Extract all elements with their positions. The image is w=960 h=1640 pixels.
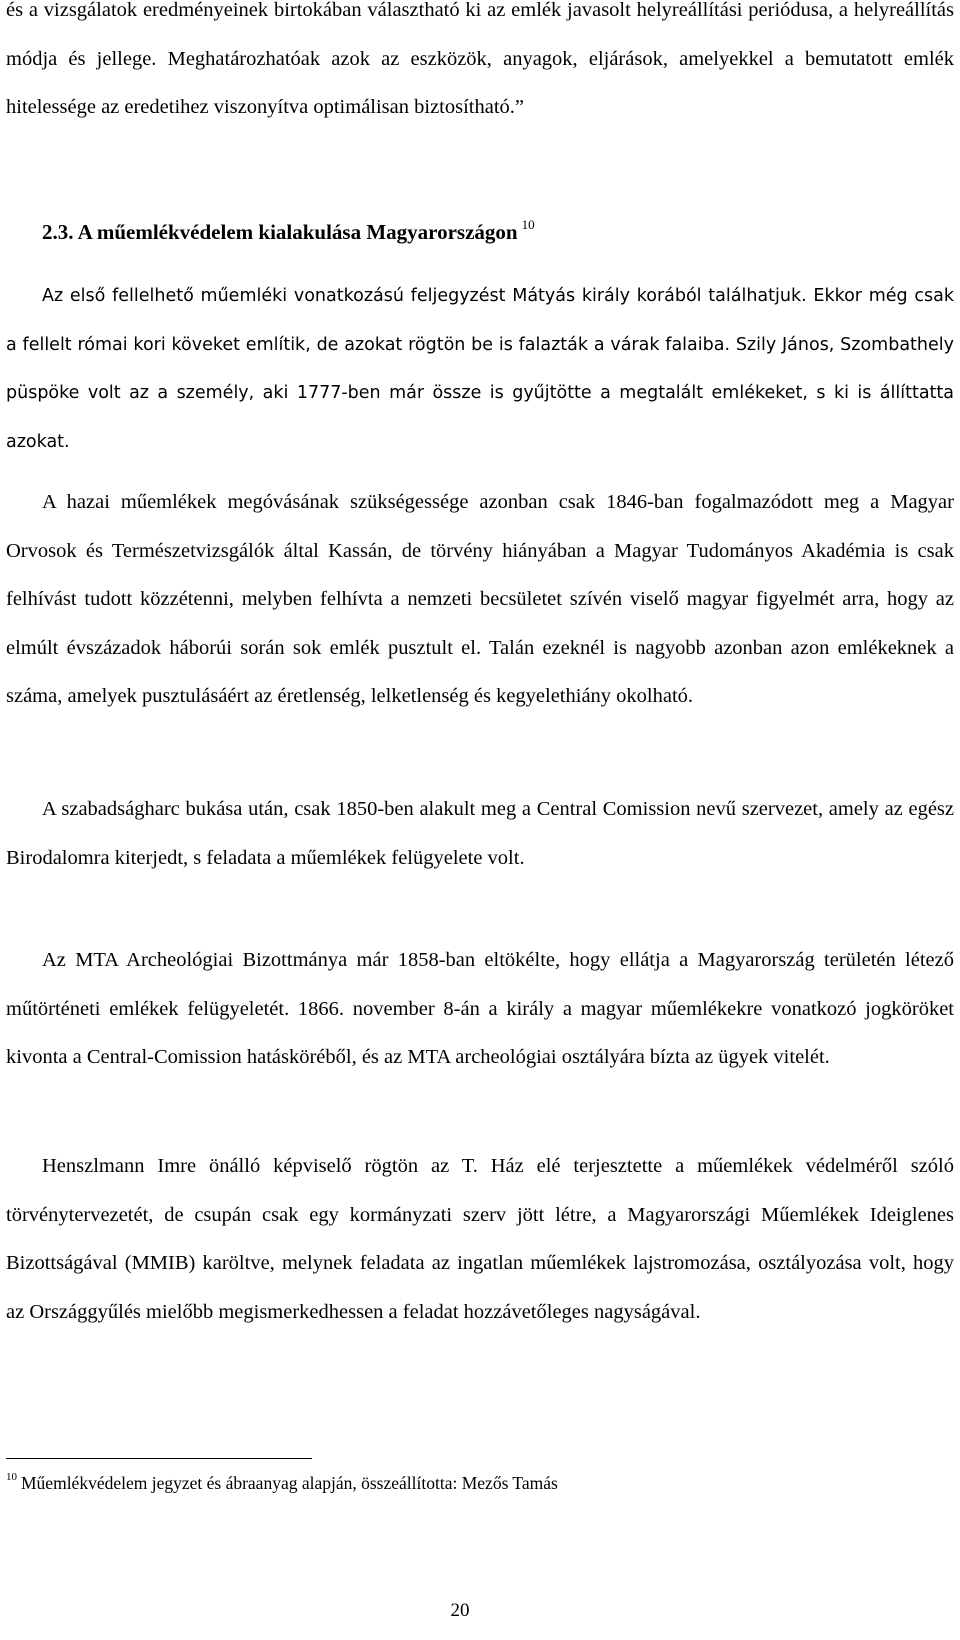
footnote-text: Műemlékvédelem jegyzet és ábraanyag alapján, összeállította: Mezős Tamás [21, 1473, 558, 1493]
footnote-divider [6, 1458, 312, 1459]
section-heading [42, 219, 535, 245]
paragraph-1846-appeal: A hazai műemlékek megóvásának szükségessége azonban csak 1846-ban fogalmazódott meg a Magyar Orvosok és Természetvizsgálók által Kassán, de törvény hiányában a Magyar Tudományos Akadémia is csak felhívást tudott közzétenni, melyben felhívta a nemzeti becsületet szívén viselő magyar figyelmét arra, hogy az elmúlt évszázadok háborúi során sok emlék pusztult el. Talán ezeknél is nagyobb azonban azon emlékeknek a száma, amelyek pusztulásáért az éretlenség, lelketlenség és kegyelethiány okolható. [6, 491, 954, 707]
paragraph-central-comission: A szabadságharc bukása után, csak 1850-ben alakult meg a Central Comission nevű szervezet, amely az egész Birodalomra kiterjedt, s feladata a műemlékek felügyelete volt. [6, 798, 954, 869]
heading-footnote-ref: 10 [521, 217, 535, 232]
section-heading-text: 2.3. A műemlékvédelem kialakulása Magyarországon [42, 220, 518, 244]
paragraph-first-record: Az első fellelhető műemléki vonatkozású feljegyzést Mátyás király korából találhatjuk. Ekkor még csak a fellelt római kori köveket említik, de azokat rögtön be is falazták a várak falaiba. Szily János, Szombathely püspöke volt az a személy, aki 1777-ben már össze is gyűjtötte a megtalált emlékeket, s ki is állíttatta azokat. [6, 286, 954, 452]
paragraph-mta-archeology: Az MTA Archeológiai Bizottmánya már 1858-ban eltökélte, hogy ellátja a Magyarország területén létező műtörténeti emlékek felügyeletét. 1866. november 8-án a király a magyar műemlékekre vonatkozó jogköröket kivonta a Central-Comission hatásköréből, és az MTA archeológiai osztályára bízta az ügyek vitelét. [6, 949, 954, 1068]
intro-paragraph: és a vizsgálatok eredményeinek birtokában választható ki az emlék javasolt helyreállítási periódusa, a helyreállítás módja és jellege. Meghatározhatóak azok az eszközök, anyagok, eljárások, amelyekkel a bemutatott emlék hitelessége az eredetihez viszonyítva optimálisan biztosítható.” [6, 0, 954, 118]
footnote-number: 10 [6, 1471, 17, 1484]
paragraph-henszlmann: Henszlmann Imre önálló képviselő rögtön az T. Ház elé terjesztette a műemlékek védelméről szóló törvénytervezetét, de csupán csak egy kormányzati szerv jött létre, a Magyarországi Műemlékek Ideiglenes Bizottságával (MMIB) karöltve, melynek feladata az ingatlan műemlékek lajstromozása, osztályozása volt, hogy az Országgyűlés mielőbb megismerkedhessen a feladat hozzávetőleges nagyságával. [6, 1155, 954, 1323]
page-number: 20 [450, 1600, 470, 1621]
footnote [6, 1470, 558, 1496]
